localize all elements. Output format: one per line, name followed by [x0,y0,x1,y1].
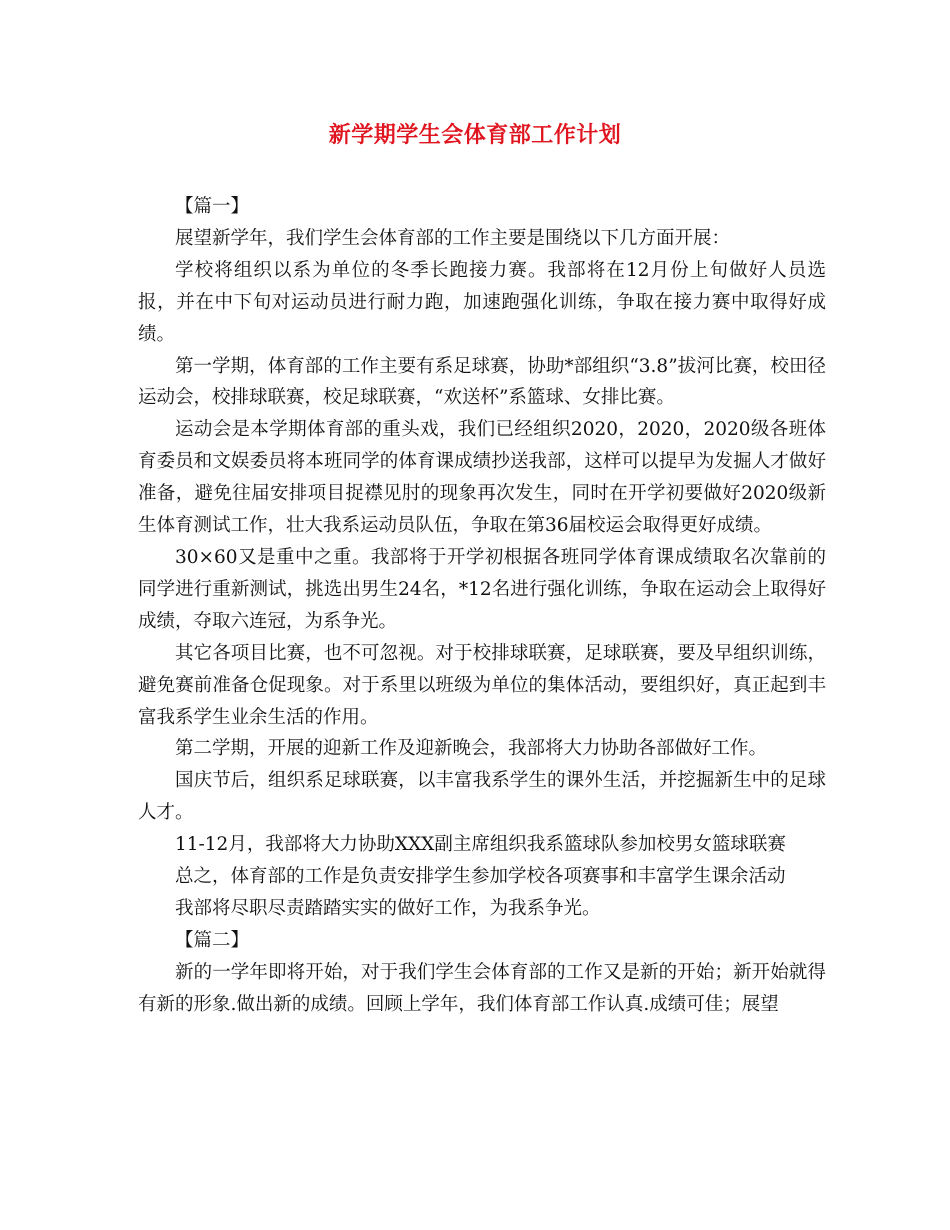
paragraph: 学校将组织以系为单位的冬季长跑接力赛。我部将在12月份上旬做好人员选报，并在中下旬对运动员进行耐力跑，加速跑强化训练，争取在接力赛中取得好成绩。 [138,259,826,345]
paragraph: 新的一学年即将开始，对于我们学生会体育部的工作又是新的开始；新开始就得有新的形象.做出新的成绩。回顾上学年，我们体育部工作认真.成绩可佳；展望 [138,961,826,1015]
paragraph: 我部将尽职尽责踏踏实实的做好工作，为我系争光。 [175,897,601,919]
paragraph: 展望新学年，我们学生会体育部的工作主要是围绕以下几方面开展： [175,227,731,249]
paragraph: 国庆节后，组织系足球联赛，以丰富我系学生的课外生活，并挖掘新生中的足球人才。 [138,770,826,824]
paragraph: 运动会是本学期体育部的重头戏，我们已经组织2020，2020，2020级各班体育委员和文娱委员将本班同学的体育课成绩抄送我部，这样可以提早为发掘人才做好准备，避免往届安排项目捉襟见肘的现象再次发生，同时在开学初要做好2020级新生体育测试工作，壮大我系运动员队伍，争取在第36届校运会取得更好成绩。 [138,419,826,537]
paragraph: 11-12月，我部将大力协助XXX副主席组织我系篮球队参加校男女篮球联赛 [175,834,786,856]
section-heading: 【篇二】 [175,929,250,951]
section-heading: 【篇一】 [175,196,250,217]
document-title: 新学期学生会体育部工作计划 [328,122,622,148]
paragraph: 总之，体育部的工作是负责安排学生参加学校各项赛事和丰富学生课余活动 [175,866,786,888]
document-body [138,191,826,1021]
paragraph: 第一学期，体育部的工作主要有系足球赛，协助*部组织“3.8”拔河比赛，校田径运动会，校排球联赛，校足球联赛，“欢送杯”系篮球、女排比赛。 [138,355,826,409]
paragraph: 30×60又是重中之重。我部将于开学初根据各班同学体育课成绩取名次靠前的同学进行重新测试，挑选出男生24名，*12名进行强化训练，争取在运动会上取得好成绩，夺取六连冠，为系争光。 [138,546,826,632]
paragraph: 其它各项目比赛，也不可忽视。对于校排球联赛，足球联赛，要及早组织训练，避免赛前准备仓促现象。对于系里以班级为单位的集体活动，要组织好，真正起到丰富我系学生业余生活的作用。 [138,642,826,728]
paragraph: 第二学期，开展的迎新工作及迎新晚会，我部将大力协助各部做好工作。 [175,738,768,760]
